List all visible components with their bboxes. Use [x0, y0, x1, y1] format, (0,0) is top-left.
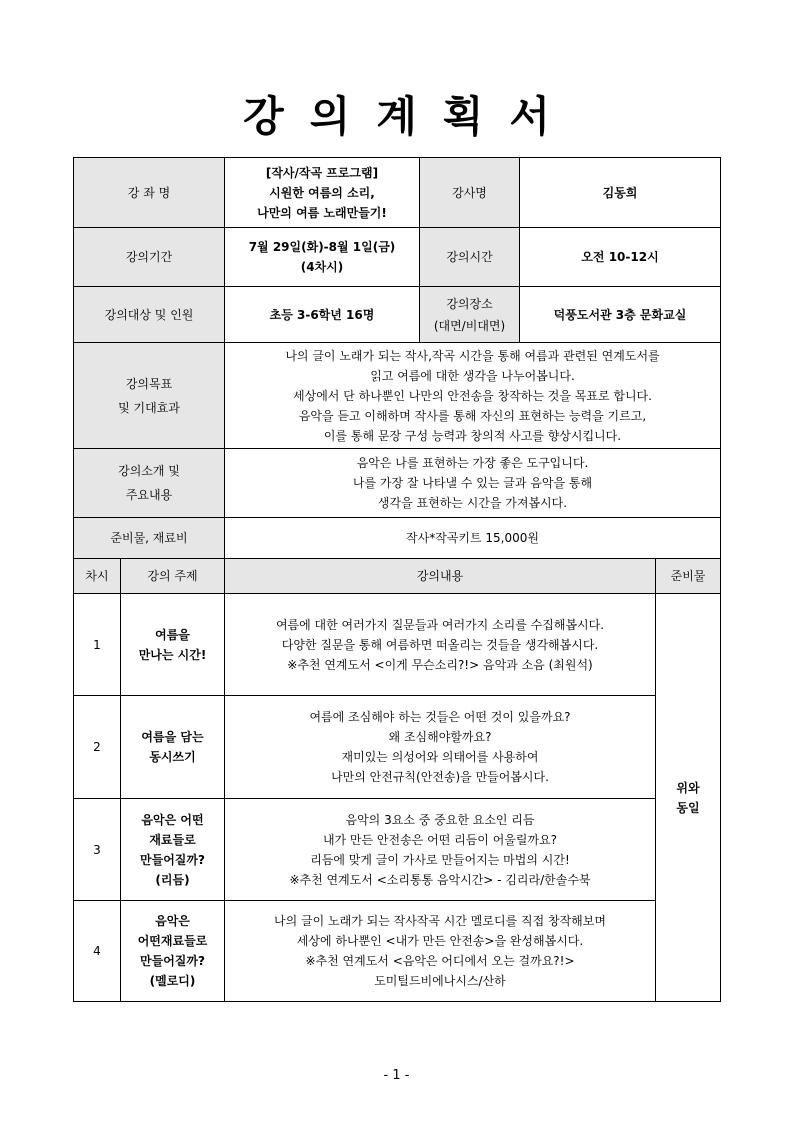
lecture-plan-table [73, 157, 721, 1002]
period-label: 강의기간 [74, 228, 225, 287]
info-row-intro [74, 449, 721, 518]
course-label: 강 좌 명 [74, 158, 225, 228]
session-topic: 음악은 어떤 재료들로 만들어질까? (리듬) [121, 799, 225, 901]
session-content: 여름에 조심해야 하는 것들은 어떤 것이 있을까요? 왜 조심해야할까요? 재미있는 의성어와 의태어를 사용하여 나만의 안전규칙(안전송)을 만들어봅시다. [225, 696, 656, 799]
session-topic: 음악은 어떤재료들로 만들어질까? (멜로디) [121, 901, 225, 1002]
materials-value: 작사*작곡키트 15,000원 [225, 518, 721, 559]
intro-label: 강의소개 및 주요내용 [74, 449, 225, 518]
sessions-header-row [74, 559, 721, 594]
session-prep: 위와 동일 [656, 594, 721, 1002]
session-num: 1 [74, 594, 121, 696]
time-value: 오전 10-12시 [520, 228, 721, 287]
session-num-header: 차시 [74, 559, 121, 594]
session-content: 여름에 대한 여러가지 질문들과 여러가지 소리를 수집해봅시다. 다양한 질문을 통해 여름하면 떠올리는 것들을 생각해봅시다. ※추천 연계도서 <이게 무슨소리?!> 음악과 소음 (최원석) [225, 594, 656, 696]
session-content: 음악의 3요소 중 중요한 요소인 리듬 내가 만든 안전송은 어떤 리듬이 어울릴까요? 리듬에 맞게 글이 가사로 만들어지는 마법의 시간! ※추천 연계도서 <소리통통 음악시간> - 김리라/한솔수북 [225, 799, 656, 901]
session-prep-header: 준비물 [656, 559, 721, 594]
course-name: [작사/작곡 프로그램] 시원한 여름의 소리, 나만의 여름 노래만들기! [225, 158, 420, 228]
info-row-course [74, 158, 721, 228]
info-row-target [74, 287, 721, 343]
session-topic-header: 강의 주제 [121, 559, 225, 594]
page-number: - 1 - [383, 1068, 410, 1083]
target-value: 초등 3-6학년 16명 [225, 287, 420, 343]
target-label: 강의대상 및 인원 [74, 287, 225, 343]
materials-label: 준비물, 재료비 [74, 518, 225, 559]
page-title: 강의계획서 [243, 92, 576, 141]
session-topic: 여름을 담는 동시쓰기 [121, 696, 225, 799]
info-row-materials [74, 518, 721, 559]
instructor-name: 김동희 [520, 158, 721, 228]
session-row [74, 799, 721, 901]
goal-text: 나의 글이 노래가 되는 작사,작곡 시간을 통해 여름과 관련된 연계도서를 읽고 여름에 대한 생각을 나누어봅니다. 세상에서 단 하나뿐인 나만의 안전송을 창작하는 것을 목표로 합니다. 음악을 듣고 이해하며 작사를 통해 자신의 표현하는 능력을 기르고, 이를 통해 문장 구성 능력과 창의적 사고를 향상시킵니다. [225, 343, 721, 449]
instructor-label: 강사명 [420, 158, 520, 228]
time-label: 강의시간 [420, 228, 520, 287]
session-row [74, 696, 721, 799]
period-value: 7월 29일(화)-8월 1일(금) (4차시) [225, 228, 420, 287]
session-num: 4 [74, 901, 121, 1002]
session-topic: 여름을 만나는 시간! [121, 594, 225, 696]
goal-label: 강의목표 및 기대효과 [74, 343, 225, 449]
session-row [74, 594, 721, 696]
session-num: 3 [74, 799, 121, 901]
session-content: 나의 글이 노래가 되는 작사작곡 시간 멜로디를 직접 창작해보며 세상에 하나뿐인 <내가 만든 안전송>을 완성해봅시다. ※추천 연계도서 <음악은 어디에서 오는 걸까요?!> 도미틸드비에나시스/산하 [225, 901, 656, 1002]
place-value: 덕풍도서관 3층 문화교실 [520, 287, 721, 343]
info-row-period [74, 228, 721, 287]
session-num: 2 [74, 696, 121, 799]
intro-text: 음악은 나를 표현하는 가장 좋은 도구입니다. 나를 가장 잘 나타낼 수 있는 글과 음악을 통해 생각을 표현하는 시간을 가져봅시다. [225, 449, 721, 518]
info-row-goal [74, 343, 721, 449]
session-content-header: 강의내용 [225, 559, 656, 594]
session-row [74, 901, 721, 1002]
place-label: 강의장소 (대면/비대면) [420, 287, 520, 343]
